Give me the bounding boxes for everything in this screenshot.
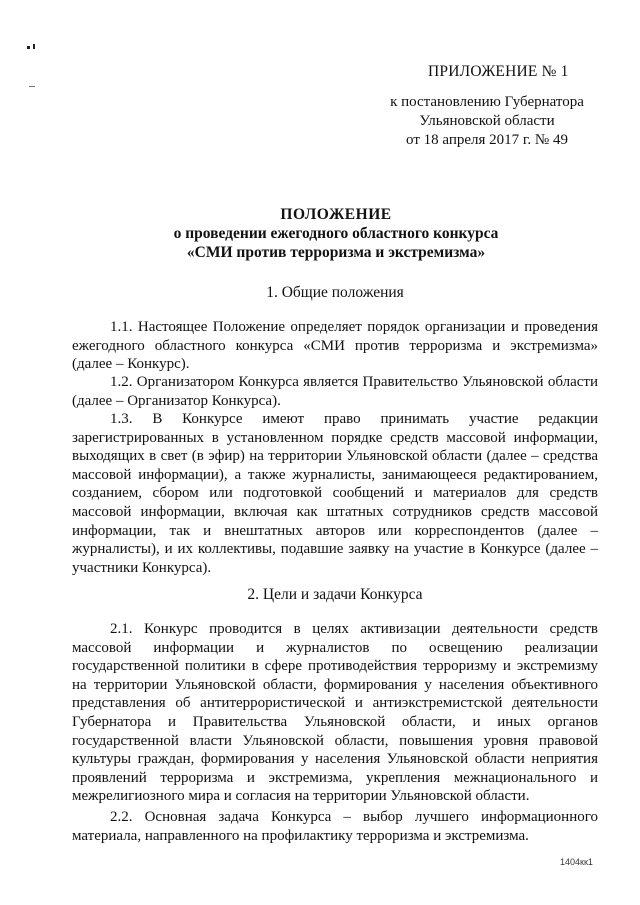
decree-line: к постановлению Губернатора [390, 94, 584, 110]
document-title [92, 205, 580, 262]
title-subtitle: «СМИ против терроризма и экстремизма» [186, 244, 486, 261]
decree-line: от 18 апреля 2017 г. № 49 [406, 132, 568, 148]
section-heading: 2. Цели и задачи Конкурса [247, 586, 423, 603]
title-main: ПОЛОЖЕНИЕ [280, 206, 392, 223]
paragraph: 1.1. Настоящее Положение определяет порядок организации и проведения ежегодного областного конкурса «СМИ против терроризма и экстремизма» (далее – Конкурс). [72, 319, 598, 373]
paragraph: 2.2. Основная задача Конкурса – выбор лучшего информационного материала, направленного на профилактику терроризма и экстремизма. [72, 809, 598, 844]
title-subtitle: о проведении ежегодного областного конкурса [173, 225, 499, 242]
appendix-label: ПРИЛОЖЕНИЕ № 1 [428, 63, 569, 80]
paragraph: 2.1. Конкурс проводится в целях активизации деятельности средств массовой информации и журналистов по освещению реализации государственной политики в сфере противодействия терроризму и экстремизму на территории Ульяновской области, формирования у населения объективного представления об антитеррористической и антиэкстремистской деятельности Губернатора и Правительства Ульяновской области, и иных органов государственной власти Ульяновской области, повышения уровня правовой культуры граждан, формирования у населения Ульяновской области неприятия проявлений терроризма и экстремизма, укрепления межнационального и межрелигиозного мира и согласия на территории Ульяновской области. [72, 621, 598, 805]
paragraph: 1.2. Организатором Конкурса является Правительство Ульяновской области (далее – Организатор Конкурса). [72, 374, 598, 409]
section-heading: 1. Общие положения [266, 284, 404, 301]
scan-speck [27, 46, 30, 49]
document-stamp: 1404кк1 [560, 857, 593, 867]
paragraph: 1.3. В Конкурсе имеют право принимать участие редакции зарегистрированных в установленном порядке средств массовой информации, выходящих в свет (в эфир) на территории Ульяновской области (далее – средства массовой информации), а также журналисты, занимающееся редактированием, созданием, сбором или подготовкой сообщений и материалов для средств массовой информации, включая как штатных сотрудников средств массовой информации, так и внештатных авторов или корреспондентов (далее – журналисты), и их коллективы, подавшие заявку на участие в Конкурсе (далее – участники Конкурса). [72, 411, 598, 576]
decree-reference [380, 93, 594, 150]
scan-speck [33, 44, 35, 49]
decree-line: Ульяновской области [419, 113, 555, 129]
scan-speck [29, 86, 35, 87]
